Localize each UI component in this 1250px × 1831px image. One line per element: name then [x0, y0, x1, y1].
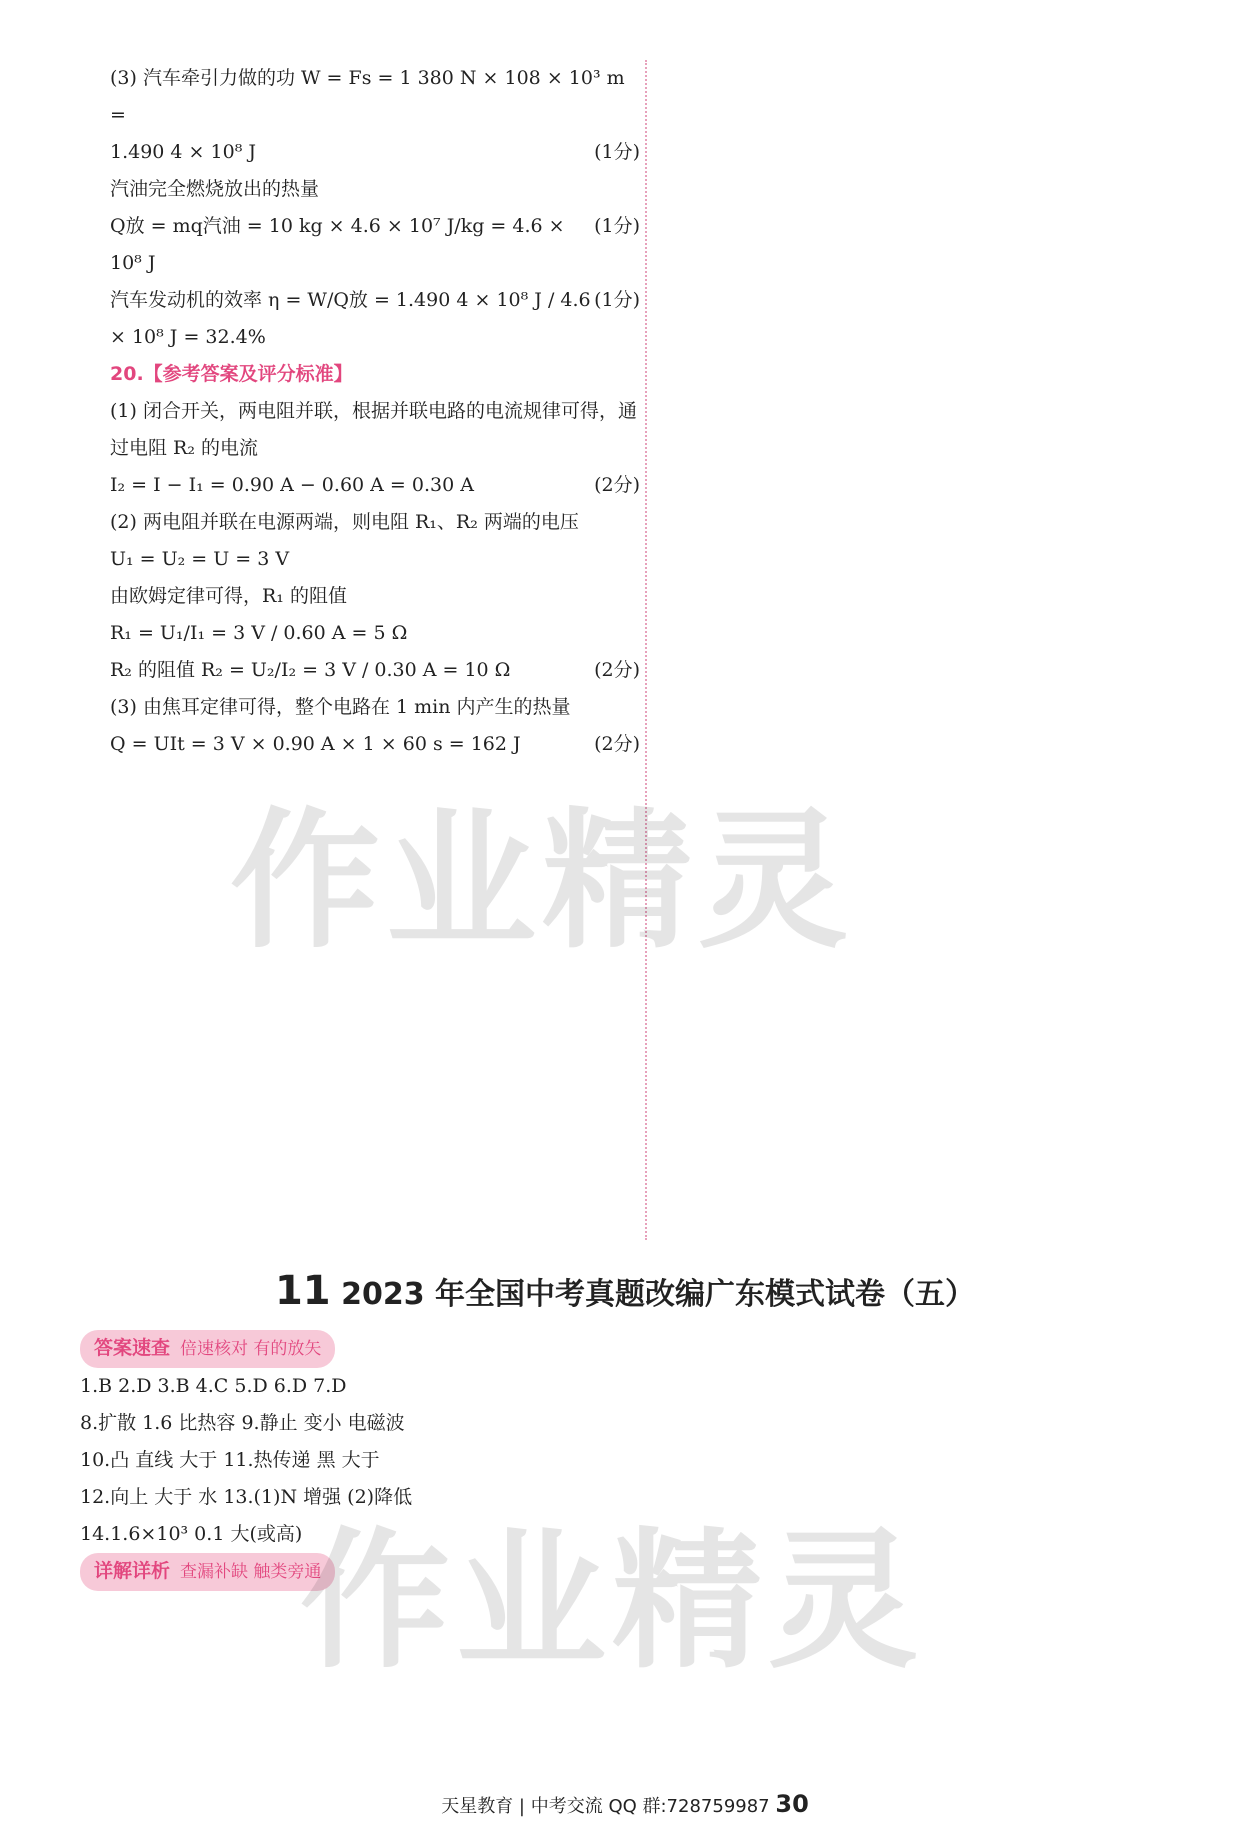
text-line: U₁ = U₂ = U = 3 V	[110, 548, 290, 570]
text-line: (3) 汽车牵引力做的功 W = Fs = 1 380 N × 108 × 10³ m =	[110, 67, 625, 126]
badge-detail: 详解详析 查漏补缺 触类旁通	[80, 1553, 335, 1591]
text-line: R₁ = U₁/I₁ = 3 V / 0.60 A = 5 Ω	[110, 622, 408, 644]
badge-quick-check: 答案速查 倍速核对 有的放矢	[80, 1330, 335, 1368]
answer-line: 8.扩散 1.6 比热容 9.静止 变小 电磁波	[80, 1412, 405, 1434]
section-number: 11	[274, 1268, 331, 1314]
text-line: 过电阻 R₂ 的电流	[110, 437, 259, 459]
left-column	[110, 60, 640, 763]
answer-line: 10.凸 直线 大于 11.热传递 黑 大于	[80, 1449, 380, 1471]
section-title	[0, 1268, 1250, 1314]
watermark: 作业精灵	[230, 795, 855, 969]
text-line: 由欧姆定律可得，R₁ 的阻值	[110, 585, 347, 607]
answer-line: 1.B 2.D 3.B 4.C 5.D 6.D 7.D	[80, 1375, 347, 1397]
text-line: Q = UIt = 3 V × 0.90 A × 1 × 60 s = 162 J (2分)	[110, 733, 640, 755]
page-number: 30	[775, 1790, 809, 1818]
text-line: Q放 = mq汽油 = 10 kg × 4.6 × 10⁷ J/kg = 4.6 × 10⁸ J (1分)	[110, 215, 640, 274]
text-line: 汽油完全燃烧放出的热量	[110, 178, 320, 200]
text-line: I₂ = I − I₁ = 0.90 A − 0.60 A = 0.30 A (2分)	[110, 474, 640, 496]
footer-brand: 天星教育	[441, 1796, 514, 1817]
column-divider	[645, 60, 647, 1240]
watermark-2: 作业精灵	[300, 1515, 925, 1689]
answer-line: 12.向上 大于 水 13.(1)N 增强 (2)降低	[80, 1486, 413, 1508]
text-line: (1) 闭合开关，两电阻并联，根据并联电路的电流规律可得，通	[110, 400, 637, 422]
text-line: 1.490 4 × 10⁸ J (1分)	[110, 141, 640, 163]
text-line: 汽车发动机的效率 η = W/Q放 = 1.490 4 × 10⁸ J / 4.6 × 10⁸ J = 32.4% (1分)	[110, 289, 640, 348]
footer-group: 中考交流 QQ 群:728759987	[530, 1796, 770, 1817]
page-footer: 天星教育 | 中考交流 QQ 群:728759987 30	[441, 1790, 809, 1818]
text-line: (3) 由焦耳定律可得，整个电路在 1 min 内产生的热量	[110, 696, 571, 718]
text-line: (2) 两电阻并联在电源两端，则电阻 R₁、R₂ 两端的电压	[110, 511, 579, 533]
section-text: 2023 年全国中考真题改编广东模式试卷（五）	[341, 1277, 976, 1312]
text-line: R₂ 的阻值 R₂ = U₂/I₂ = 3 V / 0.30 A = 10 Ω (2分)	[110, 659, 640, 681]
answer-line: 14.1.6×10³ 0.1 大(或高)	[80, 1523, 303, 1545]
text-line: 20.【参考答案及评分标准】	[110, 363, 353, 385]
